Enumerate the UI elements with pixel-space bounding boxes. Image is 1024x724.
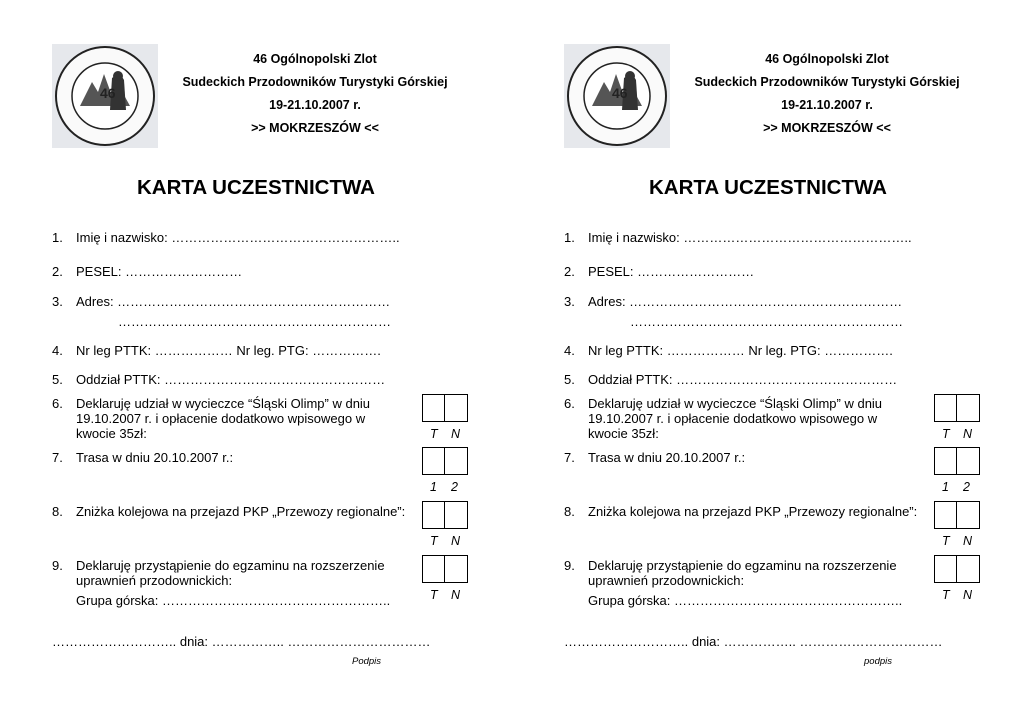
item-number: 8. [564, 504, 575, 519]
option-yes-label: T [942, 534, 950, 548]
rail-discount-label: Zniżka kolejowa na przejazd PKP „Przewozy regionalne”: [76, 504, 406, 519]
option-no-label: N [963, 534, 973, 548]
rally-dates: 19-21.10.2007 r. [781, 98, 873, 112]
card-title: KARTA UCZESTNICTWA [136, 176, 375, 199]
membership-numbers-field[interactable]: Nr leg PTTK: ……………… Nr leg. PTG: ……………. [588, 343, 893, 358]
exam-declaration-text: Deklaruję przystąpienie do egzaminu na rozszerzenie [588, 558, 897, 573]
svg-text:46: 46 [612, 85, 628, 101]
option-no-label: N [451, 588, 461, 602]
signature-label: podpis [864, 656, 892, 667]
option-no-label: N [963, 588, 973, 602]
route-label: Trasa w dniu 20.10.2007 r.: [76, 450, 234, 465]
option-no-label: N [451, 534, 461, 548]
excursion-checkbox-pair[interactable] [422, 394, 468, 422]
route-option-2: 2 [963, 480, 970, 494]
mountain-group-field[interactable]: Grupa górska: …………………………………………….. [588, 593, 903, 608]
rally-name-line1: 46 Ogólnopolski Zlot [765, 52, 889, 66]
exam-declaration-text: uprawnień przodownickich: [588, 573, 745, 588]
route-option-1: 1 [942, 480, 949, 494]
item-number: 2. [564, 264, 575, 279]
pesel-field[interactable]: PESEL: ……………………… [588, 264, 755, 279]
svg-text:46: 46 [100, 85, 116, 101]
stamp-icon [52, 44, 158, 148]
pttk-branch-field[interactable]: Oddział PTTK: …………………………………………… [76, 372, 386, 387]
item-number: 1. [52, 230, 63, 245]
address-field[interactable]: Adres: ……………………………………………………… [588, 294, 903, 309]
rally-location: >> MOKRZESZÓW << [251, 121, 379, 135]
rally-name-line1: 46 Ogólnopolski Zlot [253, 52, 377, 66]
name-field[interactable]: Imię i nazwisko: …………………………………………….. [76, 230, 400, 245]
item-number: 5. [564, 372, 575, 387]
route-label: Trasa w dniu 20.10.2007 r.: [588, 450, 746, 465]
rail-discount-checkbox-pair[interactable] [422, 501, 468, 529]
option-yes-label: T [430, 427, 438, 441]
name-field[interactable]: Imię i nazwisko: …………………………………………….. [588, 230, 912, 245]
pttk-branch-field[interactable]: Oddział PTTK: …………………………………………… [588, 372, 898, 387]
item-number: 2. [52, 264, 63, 279]
item-number: 8. [52, 504, 63, 519]
rail-discount-label: Zniżka kolejowa na przejazd PKP „Przewozy regionalne”: [588, 504, 918, 519]
route-checkbox-pair[interactable] [422, 447, 468, 475]
rally-name-line2: Sudeckich Przodowników Turystyki Górskiej [182, 75, 448, 89]
address-field-cont[interactable]: ……………………………………………………… [118, 314, 391, 329]
card-title: KARTA UCZESTNICTWA [648, 176, 887, 199]
item-number: 3. [52, 294, 63, 309]
option-yes-label: T [430, 588, 438, 602]
rally-name-line2: Sudeckich Przodowników Turystyki Górskiej [694, 75, 960, 89]
stamp-icon [564, 44, 670, 148]
item-number: 4. [564, 343, 575, 358]
participation-card-right [512, 0, 1024, 724]
excursion-declaration-text: 19.10.2007 r. i opłacenie dodatkowo wpisowego w [588, 411, 878, 426]
exam-checkbox-pair[interactable] [934, 555, 980, 583]
item-number: 6. [52, 396, 63, 411]
option-no-label: N [963, 427, 973, 441]
option-yes-label: T [942, 588, 950, 602]
item-number: 5. [52, 372, 63, 387]
item-number: 7. [52, 450, 63, 465]
address-field[interactable]: Adres: ……………………………………………………… [76, 294, 391, 309]
route-option-1: 1 [430, 480, 437, 494]
signature-date-line[interactable]: ……………………….. dnia: …………….. …………………………… [52, 634, 431, 649]
exam-declaration-text: Deklaruję przystąpienie do egzaminu na rozszerzenie [76, 558, 385, 573]
option-yes-label: T [942, 427, 950, 441]
excursion-declaration-text: kwocie 35zł: [588, 426, 659, 441]
item-number: 7. [564, 450, 575, 465]
item-number: 6. [564, 396, 575, 411]
rally-dates: 19-21.10.2007 r. [269, 98, 361, 112]
excursion-checkbox-pair[interactable] [934, 394, 980, 422]
item-number: 3. [564, 294, 575, 309]
route-checkbox-pair[interactable] [934, 447, 980, 475]
signature-date-line[interactable]: ……………………….. dnia: …………….. …………………………… [564, 634, 943, 649]
signature-label: Podpis [352, 656, 382, 667]
excursion-declaration-text: Deklaruję udział w wycieczce “Śląski Olimp” w dniu [76, 396, 371, 411]
item-number: 4. [52, 343, 63, 358]
rally-stamp-logo [564, 44, 670, 148]
excursion-declaration-text: 19.10.2007 r. i opłacenie dodatkowo wpisowego w [76, 411, 366, 426]
membership-numbers-field[interactable]: Nr leg PTTK: ……………… Nr leg. PTG: ……………. [76, 343, 381, 358]
item-number: 1. [564, 230, 575, 245]
rail-discount-checkbox-pair[interactable] [934, 501, 980, 529]
mountain-group-field[interactable]: Grupa górska: …………………………………………….. [76, 593, 391, 608]
rally-location: >> MOKRZESZÓW << [763, 121, 891, 135]
exam-checkbox-pair[interactable] [422, 555, 468, 583]
rally-stamp-logo [52, 44, 158, 148]
pesel-field[interactable]: PESEL: ……………………… [76, 264, 243, 279]
address-field-cont[interactable]: ……………………………………………………… [630, 314, 903, 329]
item-number: 9. [564, 558, 575, 573]
route-option-2: 2 [451, 480, 458, 494]
exam-declaration-text: uprawnień przodownickich: [76, 573, 233, 588]
option-yes-label: T [430, 534, 438, 548]
item-number: 9. [52, 558, 63, 573]
excursion-declaration-text: kwocie 35zł: [76, 426, 147, 441]
option-no-label: N [451, 427, 461, 441]
excursion-declaration-text: Deklaruję udział w wycieczce “Śląski Olimp” w dniu [588, 396, 883, 411]
